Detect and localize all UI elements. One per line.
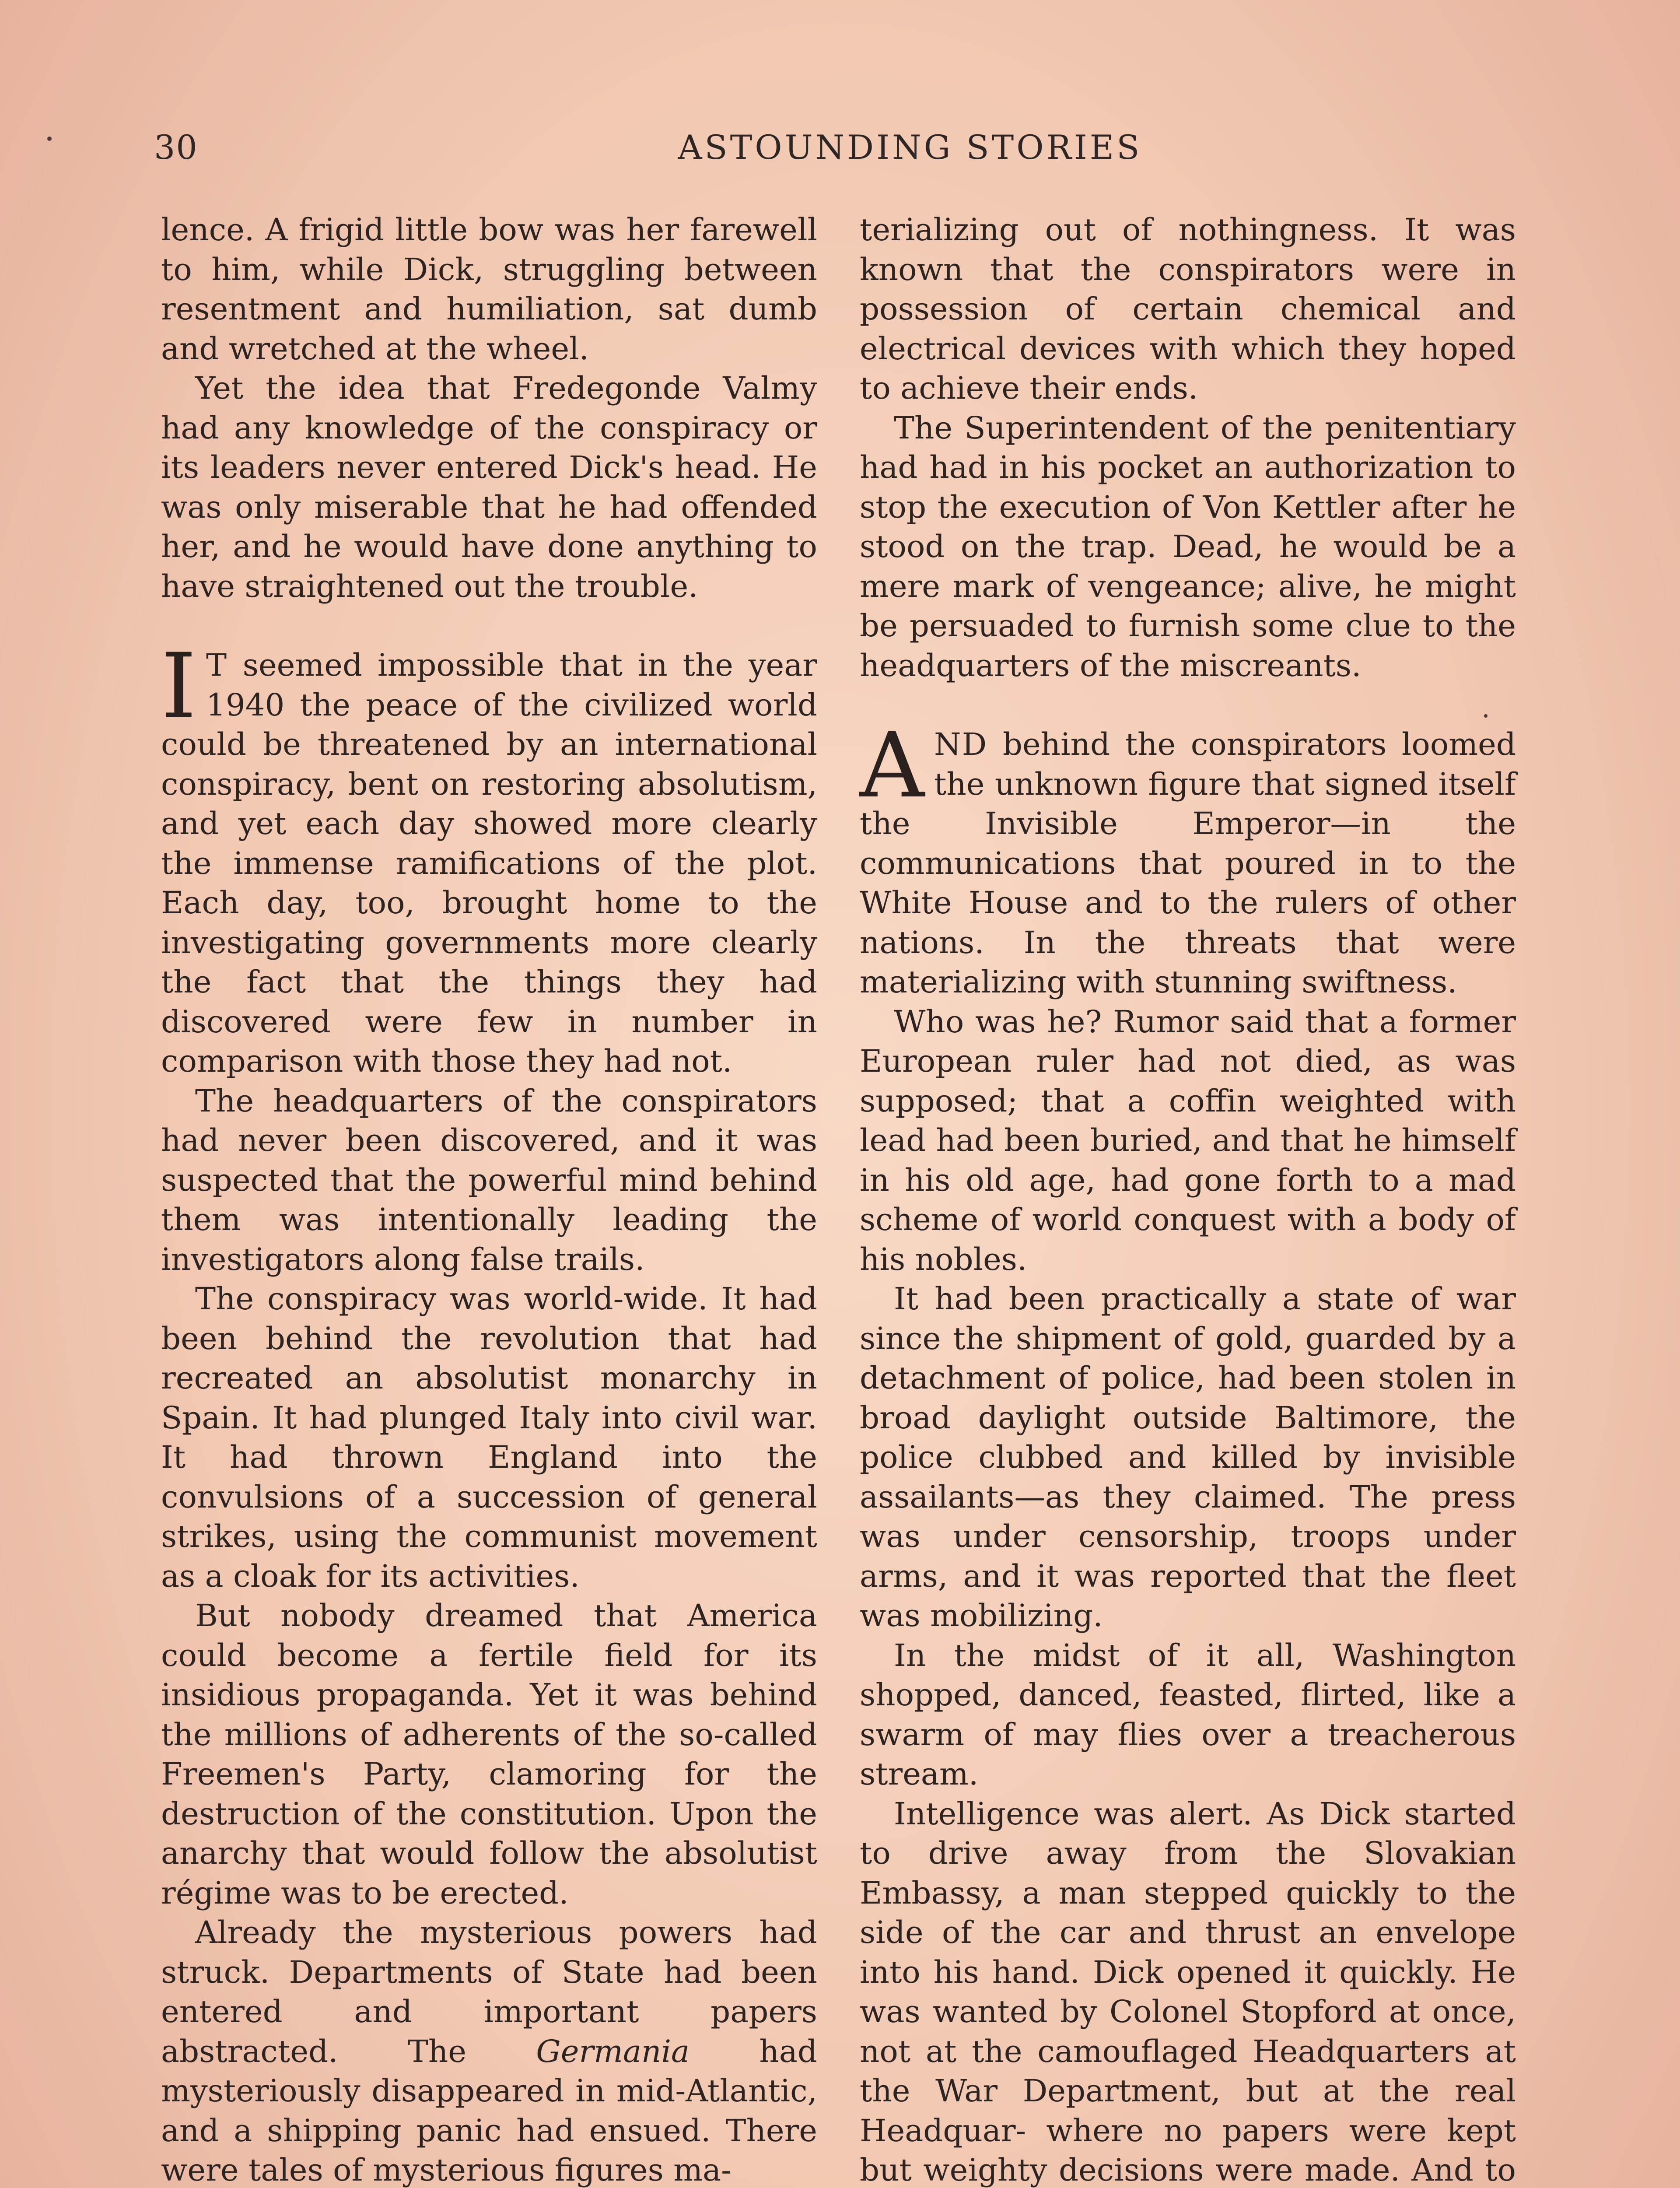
lead-in: ND — [934, 726, 988, 762]
running-head: ASTOUNDING STORIES — [678, 128, 1142, 167]
paragraph — [161, 1913, 817, 2188]
paragraph-text: Already the mysterious powers had struck. Departments of State had been entered and important papers abstracted. The — [161, 1914, 817, 2069]
paragraph: But nobody dreamed that America could become a fertile field for its insidious propaganda. Yet it was behind the millions of adherents of the so-called Freemen's Party, clamoring for the destruction of the constitution. Upon the anarchy that would follow the absolutist régime was to be erected. — [161, 1598, 817, 1911]
drop-cap: A — [860, 714, 925, 818]
paragraph: terializing out of nothingness. It was known that the conspirators were in possession of certain chemical and electrical devices with which they hoped to achieve their ends. — [860, 212, 1516, 406]
page-header — [149, 128, 1531, 176]
ship-name: Germania — [536, 2033, 690, 2069]
paragraph: It had been practically a state of war since the shipment of gold, guarded by a detachment of police, had been stolen in broad daylight outside Baltimore, the police clubbed and killed by invisible assailants—as they claimed. The press was under censorship, troops under arms, and it was reported that the fleet was mobilizing. — [860, 1281, 1516, 1634]
section-paragraph — [860, 714, 1516, 1002]
paper-speck — [1484, 714, 1488, 718]
paragraph: Intelligence was alert. As Dick started to drive away from the Slovakian Embassy, a man stepped quickly to the side of the car and thrust an envelope into his hand. Dick opened it quickly. He was wanted by Colonel Stopford at once, not at the camouflaged Headquarters at the War Department, but at the real Headquar- where no papers were kept but weighty decisions were made. And to — [860, 1795, 1516, 2188]
lead-in: T — [206, 647, 228, 683]
section-paragraph — [161, 635, 817, 1081]
paragraph: The headquarters of the conspirators had never been discovered, and it was suspected that the powerful mind behind them was intentionally leading the investigators along false trails. — [161, 1083, 817, 1277]
left-column — [161, 210, 817, 2188]
paragraph: The conspiracy was world-wide. It had been behind the revolution that had recreated an absolutist monarchy in Spain. It had plunged Italy into civil war. It had thrown England into the convulsions of a succession of general strikes, using the communist movement as a cloak for its activities. — [161, 1281, 817, 1594]
paragraph: Who was he? Rumor said that a former European ruler had not died, as was supposed; that a coffin weighted with lead had been buried, and that he himself in his old age, had gone forth to a mad scheme of world conquest with a body of his nobles. — [860, 1003, 1516, 1277]
right-column — [860, 210, 1516, 2188]
paragraph-text: behind the conspirators loomed the unknown figure that signed itself the Invisible Emperor—in the communications that poured in to the White House and to the rulers of other nations. In the threats that were materializing with stunning swiftness. — [860, 726, 1516, 1000]
paragraph: In the midst of it all, Washington shopped, danced, feasted, flirted, like a swarm of may flies over a treacherous stream. — [860, 1637, 1516, 1792]
page-number: 30 — [154, 128, 198, 167]
paragraph-text: seemed impossible that in the year 1940 the peace of the civilized world could be threatened by an international conspiracy, bent on restoring absolutism, and yet each day showed more clearly the immense ramifications of the plot. Each day, too, brought home to the investigating governments more clearly the fact that the things they had discovered were few in number in comparison with those they had not. — [161, 647, 817, 1079]
paragraph: Yet the idea that Fredegonde Valmy had any knowledge of the conspiracy or its leaders never entered Dick's head. He was only miserable that he had offended her, and he would have done anything to have straightened out the trouble. — [161, 370, 817, 604]
paragraph-text: had mysteriously disappeared in mid-Atlantic, and a shipping panic had ensued. There were tales of mysterious figures ma- — [161, 2033, 817, 2188]
drop-cap: I — [161, 635, 196, 739]
paragraph: lence. A frigid little bow was her farewell to him, while Dick, struggling between resentment and humiliation, sat dumb and wretched at the wheel. — [161, 212, 817, 367]
paragraph: The Superintendent of the penitentiary had had in his pocket an authorization to stop the execution of Von Kettler after he stood on the trap. Dead, he would be a mere mark of vengeance; alive, he might be persuaded to furnish some clue to the headquarters of the miscreants. — [860, 410, 1516, 684]
paper-speck — [47, 137, 52, 141]
